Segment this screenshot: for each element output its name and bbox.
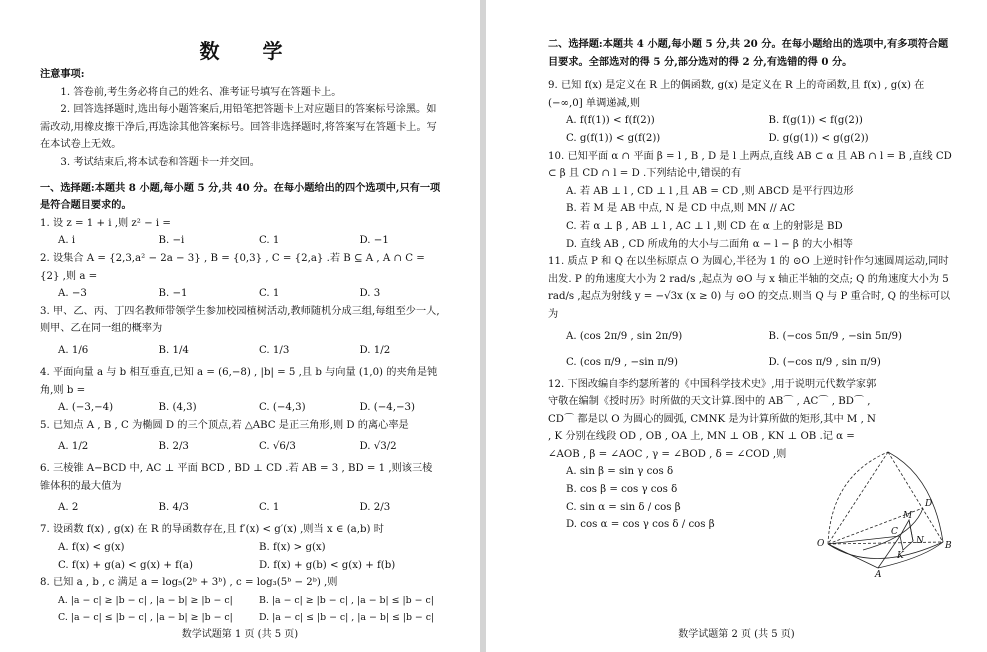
label-d: D [925, 499, 933, 509]
line-top [828, 452, 888, 544]
option-c: C. g(f(1)) < g(f(2)) [566, 132, 661, 144]
option-a: A. 若 AB ⊥ l , CD ⊥ l ,且 AB = CD ,则 ABCD 是平行四边形 [566, 185, 854, 197]
option-d: D. √3/2 [359, 441, 397, 453]
option-c: C. 若 α ⊥ β , AB ⊥ l , AC ⊥ l ,则 CD 在 α 上的射影是 BD [566, 220, 843, 232]
label-n: N [916, 536, 924, 546]
option-a: A. 2 [58, 502, 79, 514]
option-a: A. (−3,−4) [58, 402, 114, 414]
option-c: C. (−4,3) [259, 402, 306, 414]
option-b: B. 1/4 [158, 344, 189, 356]
option-d: D. (−cos π/9 , sin π/9) [768, 356, 881, 368]
question-stem: 2. 设集合 A = {2,3,a² − 2a − 3} , B = {0,3} , C = {2,a} .若 B ⊆ A , A ∩ C = {2} ,则 a = [40, 252, 425, 282]
notice-label: 注意事项: [40, 68, 85, 80]
question-stem: 7. 设函数 f(x) , g(x) 在 R 的导函数存在,且 f′(x) < g′(x) ,则当 x ∈ (a,b) 时 [40, 524, 384, 536]
option-c: C. (cos π/9 , −sin π/9) [566, 356, 678, 368]
bottom-arc [828, 542, 943, 559]
option-d: D. (−4,−3) [359, 402, 416, 414]
question-9 [548, 77, 953, 147]
page-footer: 数学试题第 1 页 (共 5 页) [181, 629, 299, 640]
option-d: D. 2/3 [359, 502, 391, 514]
label-b: B [945, 541, 952, 551]
option-a: A. f(x) < g(x) [58, 542, 125, 554]
question-11 [548, 253, 953, 375]
question-stem: 11. 质点 P 和 Q 在以坐标原点 O 为圆心,半径为 1 的 ⊙O 上逆时针作匀速圆周运动,同时出发. P 的角速度大小为 2 rad/s ,起点为 ⊙O 与 x 轴正半轴的交点; Q 的角速度大小为 5 rad/s ,起点为射线 y = −√3x (x ≥ 0) 与 ⊙O 的交点.则当 Q 与 P 重合时, Q 的坐标可以为 [548, 256, 951, 320]
option-c: C. f(x) + g(a) < g(x) + f(a) [58, 559, 193, 571]
option-b: B. f(g(1)) < f(g(2)) [768, 115, 863, 127]
question-8 [40, 574, 442, 627]
label-k: K [897, 551, 904, 561]
option-c: C. 1 [259, 502, 280, 514]
question-stem: 3. 甲、乙、丙、丁四名教师带领学生参加校园植树活动,教师随机分成三组,每组至少一人,则甲、乙在同一组的概率为 [40, 305, 440, 335]
question-2 [40, 250, 442, 303]
option-d: D. g(g(1)) < g(g(2)) [768, 132, 869, 144]
section-2-heading: 二、选择题:本题共 4 小题,每小题 5 分,共 20 分。在每小题给出的选项中,有多项符合题目要求。全部选对的得 5 分,部分选对的得 2 分,有选错的得 0 分。 [548, 38, 949, 68]
question-4 [40, 364, 442, 417]
line-mn [909, 520, 913, 541]
option-c: C. sin α = sin δ / cos β [566, 501, 681, 513]
section-1-heading: 一、选择题:本题共 8 小题,每小题 5 分,共 40 分。在每小题给出的四个选项中,只有一项是符合题目要求的。 [40, 181, 441, 212]
option-a: A. |a − c| ≥ |b − c| , |a − b| ≥ |b − c| [58, 594, 233, 606]
option-d: D. cos α = cos γ cos δ / cos β [566, 519, 715, 531]
notice-item: 1. 答卷前,考生务必将自己的姓名、准考证号填写在答题卡上。 [60, 86, 342, 98]
question-10 [548, 148, 953, 254]
option-b: B. 2/3 [158, 441, 189, 453]
option-a: A. −3 [58, 288, 87, 300]
option-d: D. −1 [359, 235, 389, 247]
option-c: C. 1 [259, 235, 280, 247]
option-a: A. f(f(1)) < f(f(2)) [566, 115, 655, 127]
option-b: B. (4,3) [158, 402, 197, 414]
option-d: D. |a − c| ≤ |b − c| , |a − b| ≤ |b − c| [259, 612, 435, 624]
option-a: A. 1/6 [58, 344, 89, 356]
question-stem: 6. 三棱锥 A−BCD 中, AC ⊥ 平面 BCD , BD ⊥ CD .若 AB = 3 , BD = 1 ,则该三棱锥体积的最大值为 [40, 463, 433, 492]
question-stem: 8. 已知 a , b , c 满足 a = log₅(2ᵇ + 3ᵇ) , c = log₃(5ᵇ − 2ᵇ) ,则 [40, 577, 338, 589]
notice-item: 3. 考试结束后,将本试卷和答题卡一并交回。 [60, 156, 260, 168]
option-b: B. f(x) > g(x) [259, 542, 326, 554]
option-a: A. (cos 2π/9 , sin 2π/9) [566, 330, 683, 342]
question-5 [40, 417, 442, 461]
option-d: D. 1/2 [359, 344, 391, 356]
option-b: B. cos β = cos γ cos δ [566, 484, 678, 496]
question-stem: 4. 平面向量 a 与 b 相互垂直,已知 a = (6,−8) , |b| = 5 ,且 b 与向量 (1,0) 的夹角是钝角,则 b = [40, 366, 438, 396]
label-o: O [817, 539, 825, 549]
notice-item: 2. 回答选择题时,选出每小题答案后,用铅笔把答题卡上对应题目的答案标号涂黑。如需改动,用橡皮擦干净后,再选涂其他答案标号。回答非选择题时,将答案写在答题卡上。写在本试卷上无效。 [40, 104, 437, 151]
option-d: D. 3 [359, 288, 381, 300]
label-m: M [903, 511, 913, 521]
question-1 [40, 215, 442, 250]
option-d: D. f(x) + g(b) < g(x) + f(b) [259, 559, 396, 571]
question-stem: 10. 已知平面 α ∩ 平面 β = l , B , D 是 l 上两点,直线 AB ⊂ α 且 AB ∩ l = B ,直线 CD ⊂ β 且 CD ∩ l = D .下列结论中,错误的有 [548, 150, 952, 180]
option-a: A. 1/2 [58, 441, 89, 453]
option-b: B. 若 M 是 AB 中点, N 是 CD 中点,则 MN // AC [566, 203, 796, 215]
question-7 [40, 521, 442, 574]
sphere-geometry-diagram [803, 446, 953, 578]
question-stem: 1. 设 z = 1 + i ,则 z² − i = [40, 217, 171, 229]
exam-page-1 [0, 0, 480, 652]
option-c: C. √6/3 [259, 441, 296, 453]
option-b: B. 4/3 [158, 502, 189, 514]
option-d: D. 直线 AB , CD 所成角的大小与二面角 α − l − β 的大小相等 [566, 238, 853, 250]
question-3 [40, 303, 442, 364]
option-b: B. −1 [158, 288, 188, 300]
option-a: A. i [58, 235, 76, 247]
option-c: C. 1 [259, 288, 280, 300]
label-c: C [891, 527, 898, 537]
option-c: C. 1/3 [259, 344, 290, 356]
page-footer: 数学试题第 2 页 (共 5 页) [678, 629, 795, 640]
question-6 [40, 460, 442, 521]
question-stem: 9. 已知 f(x) 是定义在 R 上的偶函数, g(x) 是定义在 R 上的奇函数,且 f(x) , g(x) 在 (−∞,0] 单调递减,则 [548, 80, 925, 109]
option-b: B. (−cos 5π/9 , −sin 5π/9) [768, 330, 902, 342]
option-a: A. sin β = sin γ cos δ [566, 466, 674, 478]
page-title: 数 学 [199, 39, 301, 63]
option-b: B. −i [158, 235, 185, 247]
exam-page-2 [486, 0, 987, 652]
option-b: B. |a − c| ≥ |b − c| , |a − b| ≤ |b − c| [259, 594, 434, 606]
option-c: C. |a − c| ≤ |b − c| , |a − b| ≥ |b − c| [58, 612, 233, 624]
label-a: A [875, 570, 882, 578]
rectangle-cmnk [900, 520, 913, 550]
question-stem: 12. 下图改编自李约瑟所著的《中国科学技术史》,用于说明元代数学家郭守敬在编制《授时历》时所做的天文计算.图中的 AB⌒ , AC⌒ , BD⌒ , CD⌒ 都是以 O 为圆心的圆弧, CMNK 是为计算所做的矩形,其中 M , N , K 分别在线段 OD , OB , OA 上, MN ⊥ OB , KN ⊥ OB .记 α = ∠AOB , β = ∠AOC , γ = ∠BOD , δ = ∠COD ,则 [548, 378, 877, 460]
question-stem: 5. 已知点 A , B , C 为椭圆 D 的三个顶点,若 △ABC 是正三角形,则 D 的离心率是 [40, 419, 409, 431]
